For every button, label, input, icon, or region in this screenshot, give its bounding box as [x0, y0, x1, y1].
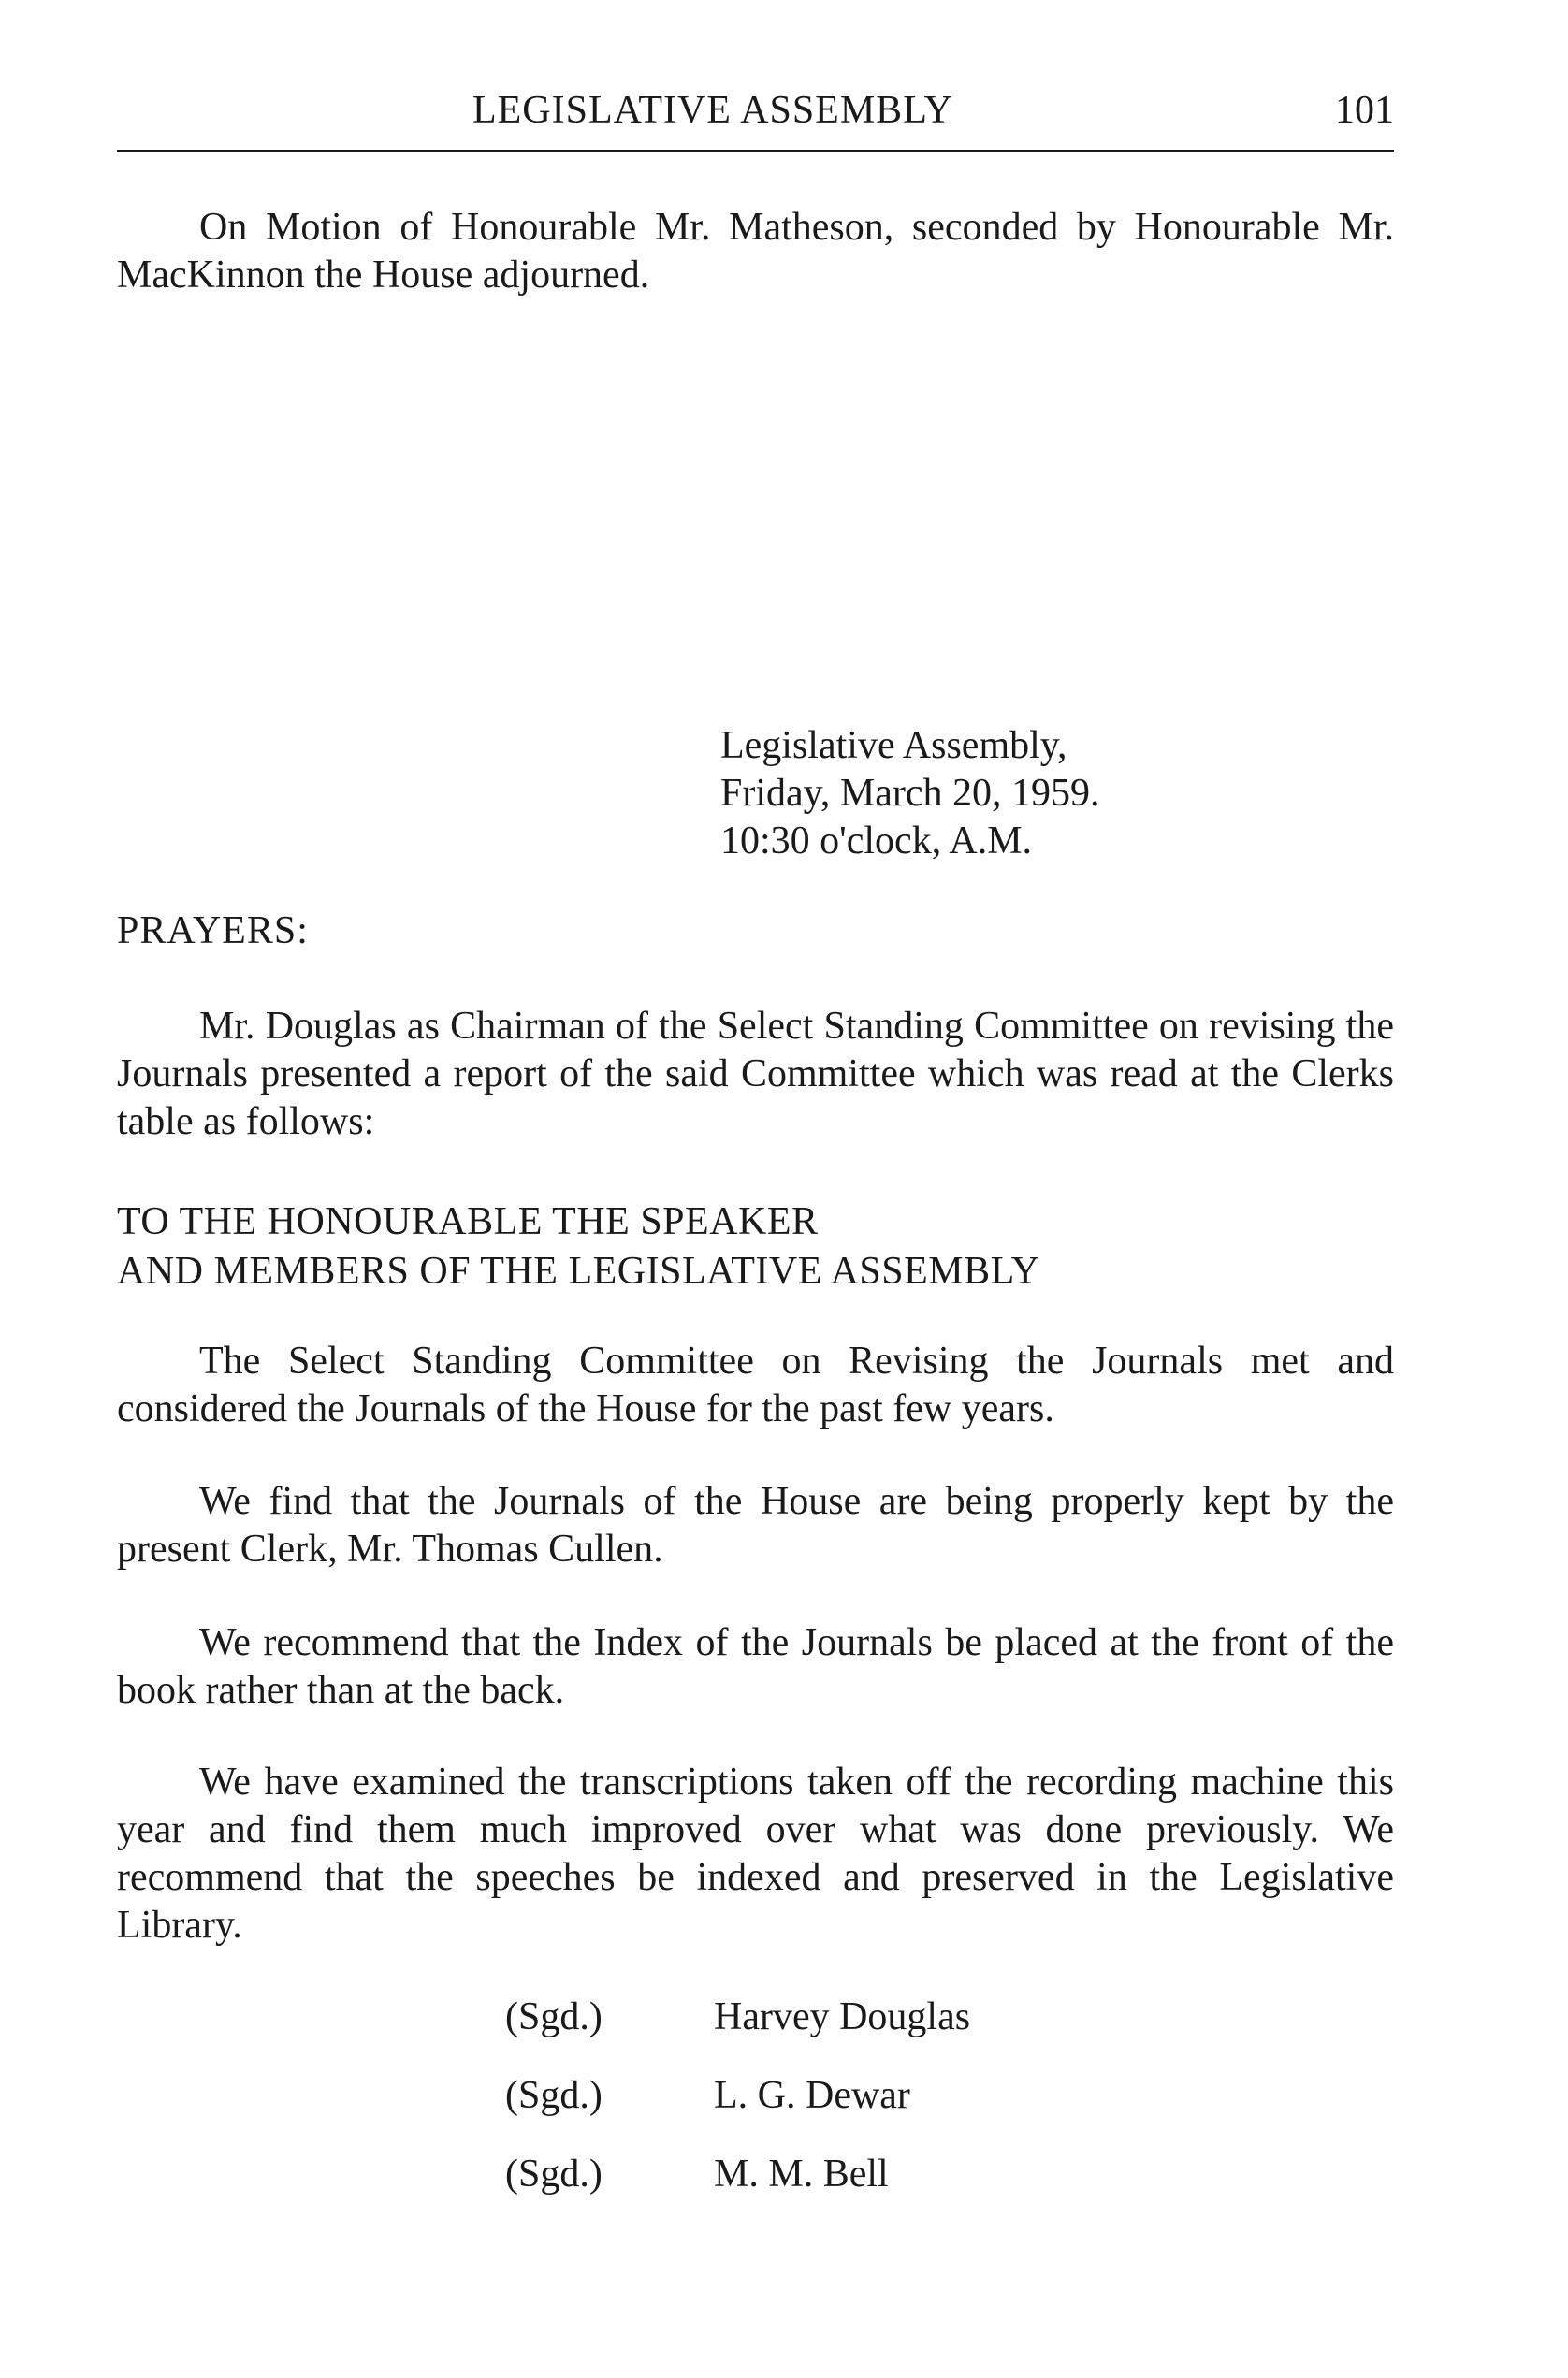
report-address — [117, 1197, 1039, 1297]
page-number: 101 — [1335, 89, 1394, 132]
signature-row — [505, 2150, 1160, 2198]
adjournment-paragraph: On Motion of Honourable Mr. Matheson, seconded by Honourable Mr. MacKinnon the House adjourned. — [117, 206, 1394, 297]
signatory-name: Harvey Douglas — [714, 1995, 971, 2038]
address-line-2: AND MEMBERS OF THE LEGISLATIVE ASSEMBLY — [117, 1250, 1040, 1293]
dateline-date: Friday, March 20, 1959. — [720, 772, 1100, 815]
dateline-time: 10:30 o'clock, A.M. — [720, 819, 1033, 863]
signatory-name: L. G. Dewar — [714, 2074, 910, 2117]
prayers-heading: PRAYERS: — [117, 909, 309, 952]
signature-mark: (Sgd.) — [505, 2153, 603, 2196]
signature-mark: (Sgd.) — [505, 2074, 603, 2117]
report-paragraph-3: We recommend that the Index of the Journals be placed at the front of the book rather than at the back. — [117, 1621, 1394, 1712]
report-paragraph-1: The Select Standing Committee on Revising the Journals met and considered the Journals of the House for the past few years. — [117, 1340, 1394, 1430]
signatory-name: M. M. Bell — [714, 2153, 889, 2196]
page-header — [117, 82, 1394, 155]
signature-row — [505, 2071, 1160, 2120]
header-rule — [117, 150, 1394, 152]
running-head: LEGISLATIVE ASSEMBLY — [472, 89, 953, 132]
intro-paragraph: Mr. Douglas as Chairman of the Select Standing Committee on revising the Journals presented a report of the said Committee which was read at the Clerks table as follows: — [117, 1005, 1394, 1143]
report-paragraph-4: We have examined the transcriptions taken off the recording machine this year and find them much improved over what was done previously. We recommend that the speeches be indexed and preserved in the Legislative Library. — [117, 1761, 1394, 1947]
dateline — [720, 722, 1100, 865]
signature-mark: (Sgd.) — [505, 1995, 603, 2038]
report-paragraph-2: We find that the Journals of the House are being properly kept by the present Clerk, Mr. Thomas Cullen. — [117, 1480, 1394, 1571]
signature-row — [505, 1993, 1160, 2041]
dateline-place: Legislative Assembly, — [720, 724, 1067, 767]
address-line-1: TO THE HONOURABLE THE SPEAKER — [117, 1200, 819, 1243]
